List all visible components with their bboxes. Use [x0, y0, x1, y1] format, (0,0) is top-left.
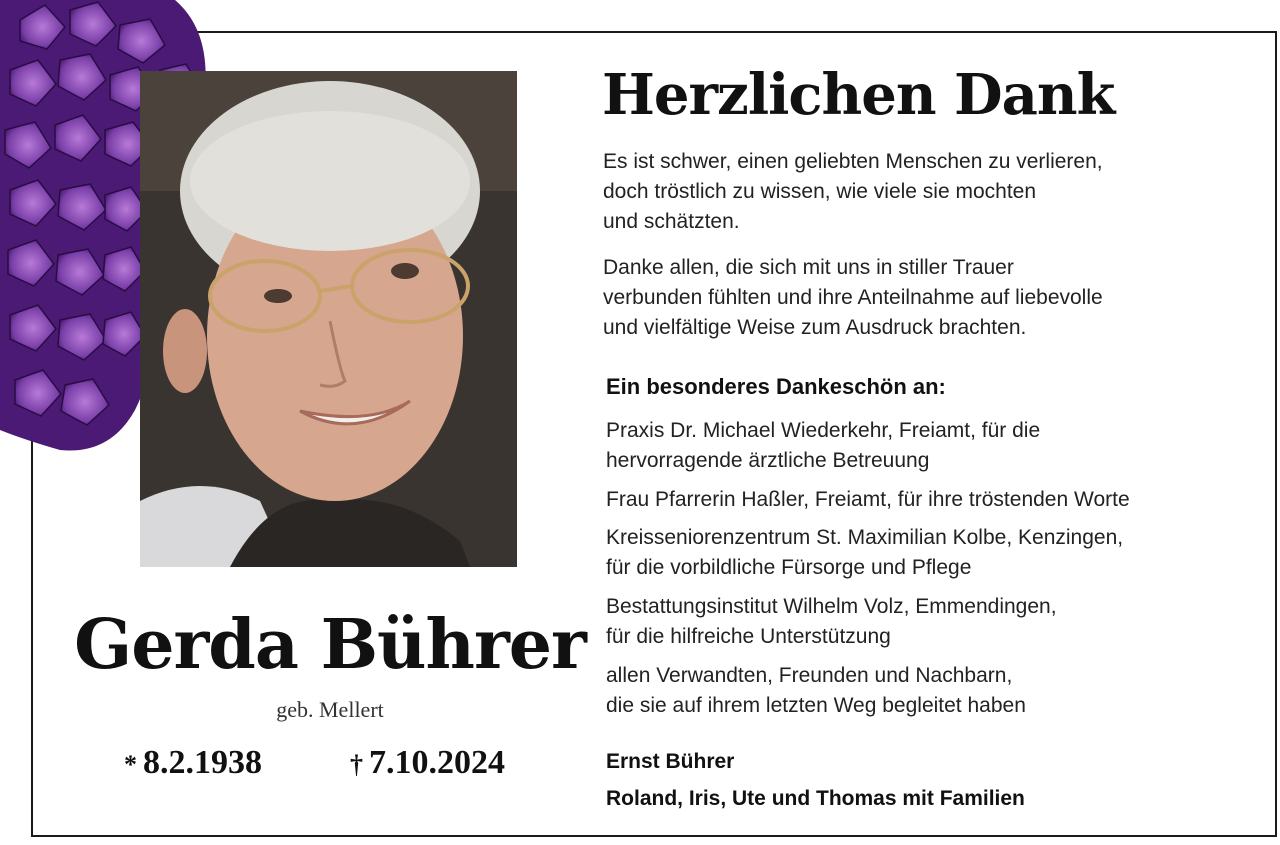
- thanks-item-care-center: [606, 523, 1246, 583]
- thanks-item-relatives: [606, 661, 1246, 721]
- birth-star-icon: *: [124, 750, 137, 779]
- thanks-item-funeral-home: [606, 592, 1246, 652]
- thanks-line: Kreisseniorenzentrum St. Maximilian Kolbe, Kenzingen,: [606, 526, 1124, 549]
- thanks-line: Bestattungsinstitut Wilhelm Volz, Emmendingen,: [606, 595, 1057, 618]
- thanks-line: Frau Pfarrerin Haßler, Freiamt, für ihre tröstenden Worte: [606, 488, 1130, 511]
- thanks-line: für die vorbildliche Fürsorge und Pflege: [606, 556, 972, 579]
- family-signature-2: Roland, Iris, Ute und Thomas mit Familien: [606, 787, 1025, 810]
- paragraph-thanks: [603, 253, 1243, 343]
- thanks-item-doctor: [606, 416, 1246, 476]
- paragraph-line: verbunden fühlten und ihre Anteilnahme auf liebevolle: [603, 286, 1103, 309]
- thanks-line: hervorragende ärztliche Betreuung: [606, 449, 930, 472]
- death-date-line: [350, 744, 505, 782]
- maiden-name: geb. Mellert: [276, 697, 384, 722]
- birth-date: 8.2.1938: [143, 744, 262, 781]
- thanks-line: für die hilfreiche Unterstützung: [606, 625, 891, 648]
- thanks-line: allen Verwandten, Freunden und Nachbarn,: [606, 664, 1013, 687]
- paragraph-line: Es ist schwer, einen geliebten Menschen zu verlieren,: [603, 150, 1103, 173]
- thanks-line: Praxis Dr. Michael Wiederkehr, Freiamt, für die: [606, 419, 1041, 442]
- paragraph-line: Danke allen, die sich mit uns in stiller Trauer: [603, 256, 1014, 279]
- page-title: Herzlichen Dank: [602, 62, 1115, 128]
- thanks-item-pastor: [606, 485, 1246, 515]
- portrait-photo: [140, 71, 517, 567]
- paragraph-intro: [603, 147, 1243, 237]
- special-thanks-title: Ein besonderes Dankeschön an:: [606, 374, 946, 399]
- paragraph-line: und vielfältige Weise zum Ausdruck brachten.: [603, 316, 1027, 339]
- family-signature-1: Ernst Bührer: [606, 750, 735, 773]
- thanks-line: die sie auf ihrem letzten Weg begleitet haben: [606, 694, 1026, 717]
- death-cross-icon: †: [350, 750, 363, 779]
- paragraph-line: und schätzten.: [603, 210, 740, 233]
- death-date: 7.10.2024: [369, 744, 505, 781]
- paragraph-line: doch tröstlich zu wissen, wie viele sie mochten: [603, 180, 1037, 203]
- deceased-name: Gerda Bührer: [74, 605, 586, 685]
- birth-date-line: [124, 744, 262, 782]
